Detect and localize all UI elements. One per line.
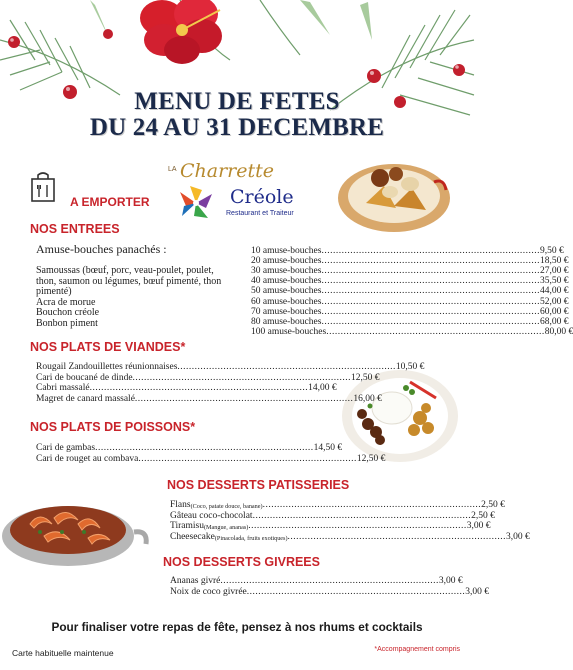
viandes-item bbox=[36, 393, 382, 404]
item-name: Ananas givré bbox=[170, 576, 221, 586]
item-price: 52,00 € bbox=[539, 296, 569, 307]
dot-leader: ............................................................................ bbox=[134, 393, 354, 404]
item-price: 12,50 € bbox=[351, 372, 380, 383]
desserts-givrees-item bbox=[170, 587, 490, 597]
item-name: Cari de boucané de dinde bbox=[36, 372, 133, 383]
item-price: 2,50 € bbox=[471, 510, 495, 521]
dot-leader: ............................................................................ bbox=[177, 362, 396, 372]
item-price: 80,00 € bbox=[544, 326, 573, 337]
entrees-price-row bbox=[251, 306, 569, 317]
takeaway-badge bbox=[30, 165, 150, 209]
takeaway-label: A EMPORTER bbox=[70, 195, 150, 209]
item-name: Rougail Zandouillettes réunionnaises bbox=[36, 362, 178, 372]
item-name: 10 amuse-bouches bbox=[251, 246, 322, 256]
desserts-givrees-item bbox=[170, 576, 463, 586]
dot-leader: ............................................................................ bbox=[246, 587, 466, 597]
section-heading-poissons: NOS PLATS DE POISSONS* bbox=[30, 420, 196, 434]
amuse-bouches-plate-image bbox=[336, 148, 454, 234]
item-price: 27,00 € bbox=[539, 266, 569, 277]
item-name: 100 amuse-bouches bbox=[251, 326, 327, 337]
poissons-item bbox=[36, 454, 386, 464]
poissons-item bbox=[36, 443, 343, 453]
entrees-description-line: thon, saumon ou légumes, bœuf pimenté, thon bbox=[36, 275, 222, 287]
item-price: 3,00 € bbox=[465, 587, 490, 597]
section-heading-desserts-givrees: NOS DESSERTS GIVREES bbox=[163, 555, 320, 569]
entrees-description-line: Acra de morue bbox=[36, 296, 96, 308]
item-name: Noix de coco givrée bbox=[170, 587, 247, 597]
item-price: 10,50 € bbox=[395, 362, 425, 372]
viandes-item bbox=[36, 362, 425, 372]
section-heading-entrees: NOS ENTREES bbox=[30, 222, 120, 236]
item-price: 14,00 € bbox=[308, 383, 337, 394]
item-price: 9,50 € bbox=[539, 246, 564, 256]
dot-leader: ............................................................................ bbox=[252, 510, 472, 521]
dot-leader: ............................................................................ bbox=[262, 500, 482, 510]
logo-name-2: Créole bbox=[230, 186, 294, 208]
item-price: 3,00 € bbox=[506, 531, 530, 542]
dot-leader: ............................................................................ bbox=[321, 256, 540, 267]
item-note: (Mangue, ananas) bbox=[203, 524, 249, 531]
entrees-price-row bbox=[251, 296, 569, 307]
item-price: 18,50 € bbox=[539, 256, 569, 267]
item-name: 70 amuse-bouches bbox=[251, 306, 322, 317]
item-price: 12,50 € bbox=[356, 454, 386, 464]
item-name: Flans bbox=[170, 500, 191, 510]
dot-leader: ............................................................................ bbox=[321, 276, 540, 287]
entrees-price-row bbox=[251, 316, 569, 327]
item-name: Cari de rouget au combava bbox=[36, 454, 139, 464]
item-note: (Pinacolada, fruits exotiques) bbox=[214, 534, 288, 542]
entrees-price-row bbox=[251, 286, 569, 297]
dot-leader: ............................................................................ bbox=[89, 383, 309, 394]
item-name: 80 amuse-bouches bbox=[251, 316, 322, 327]
item-name: Tiramisu bbox=[170, 521, 204, 531]
item-price: 16,00 € bbox=[353, 393, 382, 404]
item-name: Gâteau coco-chocolat bbox=[170, 510, 253, 521]
item-note: (Coco, patate douce, banane) bbox=[190, 503, 263, 510]
item-price: 3,00 € bbox=[466, 521, 491, 531]
entrees-description-line: Bouchon créole bbox=[36, 307, 100, 319]
item-name: 20 amuse-bouches bbox=[251, 256, 322, 267]
item-price: 3,00 € bbox=[438, 576, 463, 586]
entrees-price-row bbox=[251, 246, 564, 256]
item-name: 60 amuse-bouches bbox=[251, 296, 322, 307]
entrees-description-line: pimenté) bbox=[36, 286, 72, 298]
desserts-patisseries-item bbox=[170, 510, 495, 521]
item-name: 30 amuse-bouches bbox=[251, 266, 322, 277]
item-name: 50 amuse-bouches bbox=[251, 286, 322, 297]
section-heading-viandes: NOS PLATS DE VIANDES* bbox=[30, 340, 186, 354]
item-price: 35,50 € bbox=[539, 276, 569, 287]
menu-title: MENU DE FETES bbox=[134, 88, 340, 115]
footer-note-right: *Accompagnement compris bbox=[374, 646, 460, 653]
footer-cta: Pour finaliser votre repas de fête, pensez à nos rhums et cocktails bbox=[51, 620, 423, 634]
entrees-price-row bbox=[251, 256, 569, 267]
takeaway-bag-icon bbox=[30, 171, 56, 203]
entrees-price-row bbox=[251, 266, 569, 277]
logo-prefix: LA bbox=[168, 166, 177, 173]
logo-name-1: Charrette bbox=[180, 160, 275, 182]
dot-leader: ............................................................................ bbox=[321, 306, 540, 317]
item-price: 44,00 € bbox=[539, 286, 569, 297]
item-price: 14,50 € bbox=[313, 443, 343, 453]
item-name: Cheesecake bbox=[170, 531, 215, 542]
restaurant-logo bbox=[168, 160, 318, 222]
dot-leader: ............................................................................ bbox=[321, 316, 540, 327]
item-price: 60,00 € bbox=[539, 306, 569, 317]
desserts-patisseries-item bbox=[170, 531, 530, 544]
dot-leader: ............................................................................ bbox=[326, 326, 545, 337]
entrees-description-line: Bonbon piment bbox=[36, 318, 98, 329]
menu-dates: DU 24 AU 31 DECEMBRE bbox=[89, 114, 385, 141]
dot-leader: ............................................................................ bbox=[321, 296, 540, 307]
footer-note-left: Carte habituelle maintenue bbox=[12, 648, 114, 658]
viandes-item bbox=[36, 383, 337, 394]
entrees-subheading: Amuse-bouches panachés : bbox=[36, 242, 167, 256]
dot-leader: ............................................................................ bbox=[220, 576, 439, 586]
dot-leader: ............................................................................ bbox=[321, 286, 540, 297]
dot-leader: ............................................................................ bbox=[287, 531, 507, 542]
logo-tagline: Restaurant et Traiteur bbox=[226, 210, 294, 217]
viandes-item bbox=[36, 372, 380, 383]
entrees-description-line: Samoussas (bœuf, porc, veau-poulet, poulet, bbox=[36, 265, 214, 276]
item-name: 40 amuse-bouches bbox=[251, 276, 322, 287]
item-name: Magret de canard massalé bbox=[36, 393, 135, 404]
logo-flower-icon bbox=[176, 184, 216, 222]
dot-leader: ............................................................................ bbox=[132, 372, 352, 383]
item-name: Cabri massalé bbox=[36, 383, 90, 394]
item-price: 2,50 € bbox=[481, 500, 505, 510]
section-heading-desserts-patisseries: NOS DESSERTS PATISSERIES bbox=[167, 478, 350, 492]
dot-leader: ............................................................................ bbox=[138, 454, 357, 464]
entrees-price-row bbox=[251, 276, 569, 287]
gambas-dish-image bbox=[0, 488, 150, 570]
dot-leader: ............................................................................ bbox=[95, 443, 314, 453]
item-price: 68,00 € bbox=[539, 316, 569, 327]
dot-leader: ............................................................................ bbox=[321, 266, 540, 277]
dot-leader: ............................................................................ bbox=[248, 521, 467, 531]
item-name: Cari de gambas bbox=[36, 443, 96, 453]
dot-leader: ............................................................................ bbox=[321, 246, 540, 256]
entrees-price-row bbox=[251, 326, 573, 337]
